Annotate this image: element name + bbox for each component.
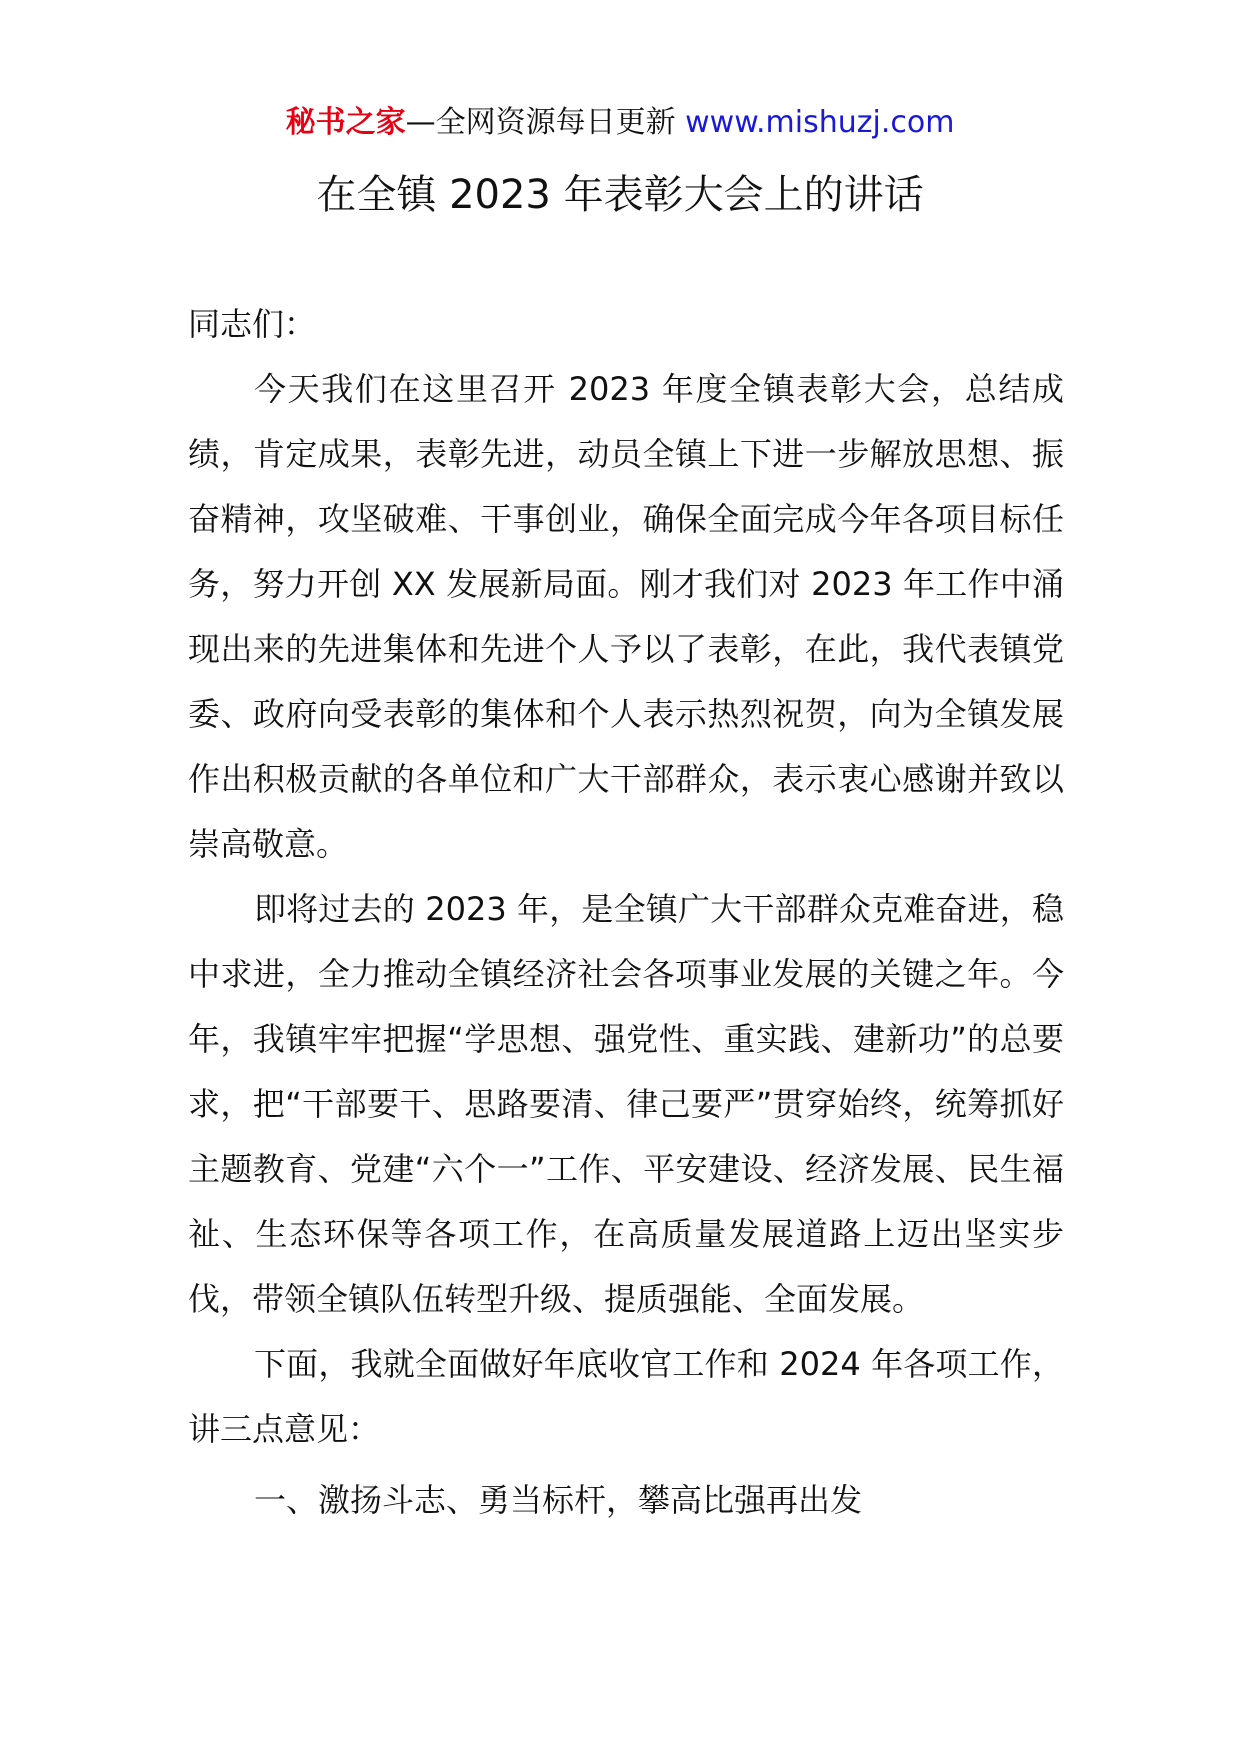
paragraph-1: 今天我们在这里召开 2023 年度全镇表彰大会，总结成绩，肯定成果，表彰先进，动员全镇上下进一步解放思想、振奋精神，攻坚破难、干事创业，确保全面完成今年各项目标任务，努力开创 XX 发展新局面。刚才我们对 2023 年工作中涌现出来的先进集体和先进个人予以了表彰，在此，我代表镇党委、政府向受表彰的集体和个人表示热烈祝贺，向为全镇发展作出积极贡献的各单位和广大干部群众，表示衷心感谢并致以崇高敬意。: [188, 370, 1064, 863]
site-slogan: —全网资源每日更新: [405, 105, 686, 140]
paragraph-2: 即将过去的 2023 年，是全镇广大干部群众克难奋进，稳中求进，全力推动全镇经济社会各项事业发展的关键之年。今年，我镇牢牢把握“学思想、强党性、重实践、建新功”的总要求，把“干部要干、思路要清、律己要严”贯穿始终，统筹抓好主题教育、党建“六个一”工作、平安建设、经济发展、民生福祉、生态环保等各项工作，在高质量发展道路上迈出坚实步伐，带领全镇队伍转型升级、提质强能、全面发展。: [188, 890, 1064, 1318]
site-url-link[interactable]: www.mishuzj.com: [685, 105, 955, 140]
site-brand: 秘书之家: [285, 105, 406, 140]
paragraph-3: 下面，我就全面做好年底收官工作和 2024 年各项工作，讲三点意见：: [188, 1345, 1064, 1448]
site-header: [0, 103, 1240, 143]
section-heading: 一、激扬斗志、勇当标杆，攀高比强再出发: [254, 1481, 863, 1519]
document-body: [188, 292, 1064, 1533]
document-title: 在全镇 2023 年表彰大会上的讲话: [316, 172, 924, 218]
salutation: 同志们：: [188, 305, 317, 343]
